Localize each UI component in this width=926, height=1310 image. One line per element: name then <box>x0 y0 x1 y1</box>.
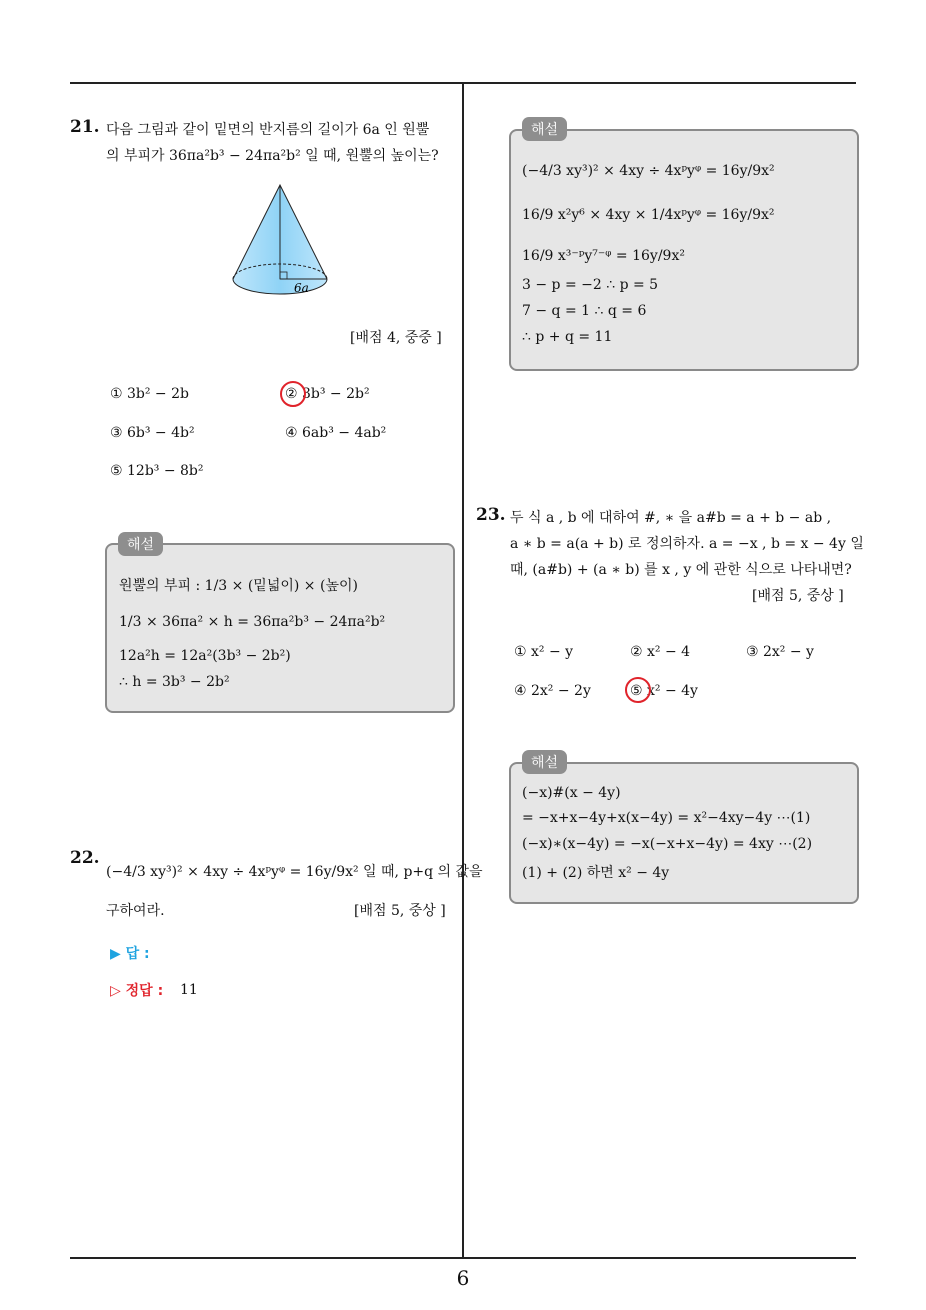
q21-text-line1: 다음 그림과 같이 밑면의 반지름의 길이가 6a 인 원뿔 <box>106 122 430 138</box>
q21-solution-line2: 1/3 × 36πa² × h = 36πa²b³ − 24πa²b² <box>119 614 386 630</box>
q23-text-line2: a ∗ b = a(a + b) 로 정의하자. a = −x , b = x − 4y 일 <box>510 536 864 552</box>
q21-choice-4[interactable]: ④ 6ab³ − 4ab² <box>285 425 387 441</box>
q21-number: 21. <box>70 117 100 137</box>
bottom-rule <box>70 1257 856 1259</box>
q23-solution-line4: (1) + (2) 하면 x² − 4y <box>522 865 670 881</box>
q22-solution-line5: 7 − q = 1 ∴ q = 6 <box>522 303 647 319</box>
q23-marked-answer-circle <box>625 677 651 703</box>
q23-solution-tag: 해설 <box>522 750 567 774</box>
q23-solution-line1: (−x)#(x − 4y) <box>522 785 621 801</box>
q21-solution-line4: ∴ h = 3b³ − 2b² <box>119 674 230 690</box>
q21-marked-answer-circle <box>280 381 306 407</box>
q22-correct-value: 11 <box>180 982 198 998</box>
q23-solution-line3: (−x)∗(x−4y) = −x(−x+x−4y) = 4xy ⋯(2) <box>522 836 813 852</box>
q22-solution-line1: (−4/3 xy³)² × 4xy ÷ 4xᵖyᵠ = 16y/9x² <box>522 163 775 179</box>
column-divider <box>462 84 464 1257</box>
q22-answer-label: ▶ 답 : <box>110 946 150 962</box>
q23-choice-5[interactable]: ⑤ x² − 4y <box>630 683 698 699</box>
q21-choice-1[interactable]: ① 3b² − 2b <box>110 386 189 402</box>
q22-correct-label: ▷ 정답 : <box>110 983 164 999</box>
q21-score: [배점 4, 중중 ] <box>350 330 442 346</box>
q23-solution-line2: = −x+x−4y+x(x−4y) = x²−4xy−4y ⋯(1) <box>522 810 811 826</box>
q23-number: 23. <box>476 505 506 525</box>
q23-text-line3: 때, (a#b) + (a ∗ b) 를 x , y 에 관한 식으로 나타내면? <box>510 562 852 578</box>
q23-solution-box <box>509 762 859 904</box>
cone-radius-label: 6a <box>294 281 309 295</box>
q21-solution-tag: 해설 <box>118 532 163 556</box>
q22-solution-line4: 3 − p = −2 ∴ p = 5 <box>522 277 659 293</box>
q22-solution-line6: ∴ p + q = 11 <box>522 329 613 345</box>
q22-solution-tag: 해설 <box>522 117 567 141</box>
q23-score: [배점 5, 중상 ] <box>752 588 844 604</box>
q22-text-line1: (−4/3 xy³)² × 4xy ÷ 4xᵖyᵠ = 16y/9x² 일 때, p+q 의 값을 <box>106 864 483 880</box>
q22-solution-line3: 16/9 x³⁻ᵖy⁷⁻ᵠ = 16y/9x² <box>522 248 685 264</box>
q22-solution-line2: 16/9 x²y⁶ × 4xy × 1/4xᵖyᵠ = 16y/9x² <box>522 207 775 223</box>
q21-choice-5[interactable]: ⑤ 12b³ − 8b² <box>110 463 204 479</box>
q21-choice-3[interactable]: ③ 6b³ − 4b² <box>110 425 195 441</box>
q23-choice-1[interactable]: ① x² − y <box>514 644 574 660</box>
q21-solution-line1: 원뿔의 부피 : 1/3 × (밑넓이) × (높이) <box>119 578 358 594</box>
q23-choice-4[interactable]: ④ 2x² − 2y <box>514 683 591 699</box>
q21-solution-line3: 12a²h = 12a²(3b³ − 2b²) <box>119 648 291 664</box>
q23-choice-3[interactable]: ③ 2x² − y <box>746 644 814 660</box>
q23-text-line1: 두 식 a , b 에 대하여 #, ∗ 을 a#b = a + b − ab , <box>510 510 832 526</box>
q21-choice-2[interactable]: ② 3b³ − 2b² <box>285 386 370 402</box>
q21-text-line2: 의 부피가 36πa²b³ − 24πa²b² 일 때, 원뿔의 높이는? <box>106 148 439 164</box>
q22-text-line2: 구하여라. <box>106 903 165 919</box>
page-number: 6 <box>456 1266 470 1290</box>
q22-score: [배점 5, 중상 ] <box>354 903 446 919</box>
cone-figure <box>228 183 332 299</box>
q22-number: 22. <box>70 848 100 868</box>
q23-choice-2[interactable]: ② x² − 4 <box>630 644 691 660</box>
